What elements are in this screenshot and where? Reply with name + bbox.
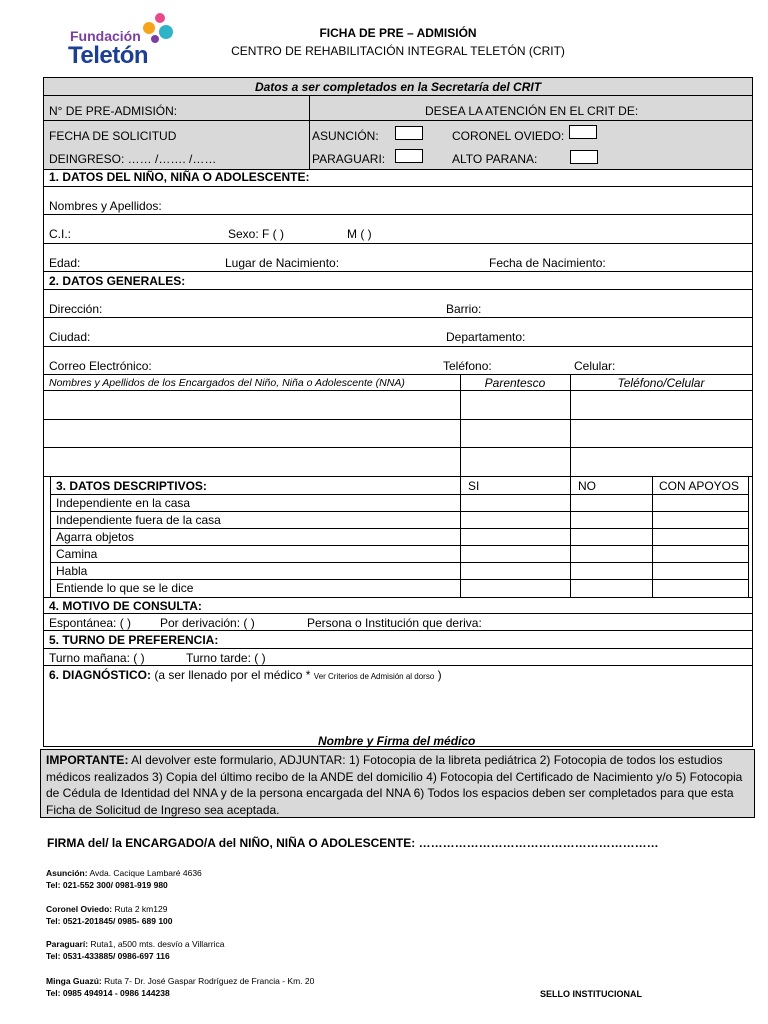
section-6-title: 6. DIAGNÓSTICO: xyxy=(49,668,152,682)
descriptive-row: Camina xyxy=(56,547,98,561)
ci-label: C.I.: xyxy=(49,227,72,241)
admission-form xyxy=(43,77,753,747)
descriptive-row: Entiende lo que se le dice xyxy=(56,581,194,595)
turno-manana-label: Turno mañana: ( ) xyxy=(49,651,145,665)
address-tel: Tel: 0521-201845/ 0985- 689 100 xyxy=(46,916,173,926)
secretaria-heading: Datos a ser completados en la Secretaría del CRIT xyxy=(254,80,542,94)
celular-label: Celular: xyxy=(574,359,616,373)
sexo-m-label: M ( ) xyxy=(347,227,372,241)
turno-tarde-label: Turno tarde: ( ) xyxy=(186,651,266,665)
logo-teleton-text: Teletón xyxy=(68,42,149,69)
section-2-title: 2. DATOS GENERALES: xyxy=(49,274,186,288)
address-city: Coronel Oviedo: xyxy=(46,904,113,914)
address-city: Paraguarí: xyxy=(46,939,89,949)
descriptive-row: Habla xyxy=(56,564,88,578)
encargados-col-parentesco: Parentesco xyxy=(484,376,546,390)
coronel-checkbox[interactable] xyxy=(569,125,597,139)
asuncion-checkbox[interactable] xyxy=(395,126,423,140)
derivacion-label: Por derivación: ( ) xyxy=(160,616,255,630)
importante-text: Al devolver este formulario, ADJUNTAR: 1) Fotocopia de la libreta pediátrica 2) Fotocopia de todos los estudios médicos realizados 3) Copia del último recibo de la ANDE del domicilio 4) Fotocopia del Certificado de Nacimiento y/o 5) Fotocopia de Cédula de Identidad del NNA y de la persona encargada del NNA 6) Todos los espacios deben ser completados para que esta Ficha de Solicitud de Ingreso sea aceptada. xyxy=(46,753,743,817)
asuncion-label: ASUNCIÓN: xyxy=(312,129,379,143)
address-tel: Tel: 0985 494914 - 0986 144238 xyxy=(46,988,170,998)
paraguari-checkbox[interactable] xyxy=(395,149,423,163)
fecha-nacimiento-label: Fecha de Nacimiento: xyxy=(489,256,606,270)
address-street: Ruta 2 km129 xyxy=(114,904,168,914)
espontanea-label: Espontánea: ( ) xyxy=(49,616,132,630)
section-3-title: 3. DATOS DESCRIPTIVOS: xyxy=(56,479,207,493)
section-5-title: 5. TURNO DE PREFERENCIA: xyxy=(49,633,219,647)
descriptive-row: Independiente fuera de la casa xyxy=(56,513,221,527)
firma-medico-label: Nombre y Firma del médico xyxy=(318,734,476,748)
col-si: SI xyxy=(468,479,480,493)
encargados-col-telefono: Teléfono/Celular xyxy=(617,376,705,390)
desea-label: DESEA LA ATENCIÓN EN EL CRIT DE: xyxy=(425,104,639,118)
departamento-label: Departamento: xyxy=(446,330,526,344)
barrio-label: Barrio: xyxy=(446,302,482,316)
telefono-label: Teléfono: xyxy=(443,359,492,373)
page-title: FICHA DE PRE – ADMISIÓN xyxy=(319,26,477,40)
address-tel: Tel: 021-552 300/ 0981-919 980 xyxy=(46,880,168,890)
importante-label: IMPORTANTE: xyxy=(46,753,129,767)
section-4-title: 4. MOTIVO DE CONSULTA: xyxy=(49,599,202,613)
diagnostico-note: (a ser llenado por el médico * xyxy=(154,668,311,682)
deingreso-label: DEINGRESO: …… /……. /…… xyxy=(49,152,217,166)
address-city: Minga Guazú: xyxy=(46,976,102,986)
correo-label: Correo Electrónico: xyxy=(49,359,152,373)
logo-fundacion-text: Fundación xyxy=(70,28,141,44)
page-subtitle: CENTRO DE REHABILITACIÓN INTEGRAL TELETÓN (CRIT) xyxy=(231,44,565,58)
address-street: Ruta1, a500 mts. desvío a Villarrica xyxy=(90,939,225,949)
address-minga-guazu xyxy=(46,975,314,999)
address-coronel-oviedo xyxy=(46,903,173,927)
criterios-note: Ver Criterios de Admisión al dorso xyxy=(313,672,435,681)
col-con-apoyos: CON APOYOS xyxy=(659,479,740,493)
fecha-solicitud-label: FECHA DE SOLICITUD xyxy=(49,129,177,143)
address-paraguari xyxy=(46,938,224,962)
address-city: Asunción: xyxy=(46,868,88,878)
address-street: Ruta 7- Dr. José Gaspar Rodríguez de Francia - Km. 20 xyxy=(104,976,315,986)
section-1-title: 1. DATOS DEL NIÑO, NIÑA O ADOLESCENTE: xyxy=(49,170,310,184)
address-tel: Tel: 0531-433885/ 0986-697 116 xyxy=(46,951,170,961)
descriptive-row: Independiente en la casa xyxy=(56,496,191,510)
direccion-label: Dirección: xyxy=(49,302,103,316)
address-asuncion xyxy=(46,867,202,891)
sello-institucional: SELLO INSTITUCIONAL xyxy=(540,989,642,999)
ciudad-label: Ciudad: xyxy=(49,330,91,344)
importante-box xyxy=(40,749,755,818)
fundacion-teleton-logo xyxy=(68,12,178,70)
firma-encargado-label: FIRMA del/ la ENCARGADO/A del NIÑO, NIÑA O ADOLESCENTE: …………………………………………………… xyxy=(47,836,659,850)
coronel-label: CORONEL OVIEDO: xyxy=(452,129,565,143)
sexo-f-label: Sexo: F ( ) xyxy=(228,227,285,241)
pre-admision-label: N° DE PRE-ADMISIÓN: xyxy=(49,104,178,118)
persona-label: Persona o Institución que deriva: xyxy=(307,616,482,630)
paraguari-label: PARAGUARI: xyxy=(312,152,386,166)
lugar-nacimiento-label: Lugar de Nacimiento: xyxy=(225,256,340,270)
alto-parana-checkbox[interactable] xyxy=(570,150,598,164)
encargados-col-name: Nombres y Apellidos de los Encargados del Niño, Niña o Adolescente (NNA) xyxy=(49,377,405,389)
edad-label: Edad: xyxy=(49,256,81,270)
nombres-label: Nombres y Apellidos: xyxy=(49,199,162,213)
section-6-line xyxy=(49,668,442,684)
diagnostico-close: ) xyxy=(437,668,442,682)
address-street: Avda. Cacique Lambaré 4636 xyxy=(89,868,202,878)
alto-parana-label: ALTO PARANA: xyxy=(452,152,538,166)
col-no: NO xyxy=(578,479,596,493)
descriptive-row: Agarra objetos xyxy=(56,530,135,544)
